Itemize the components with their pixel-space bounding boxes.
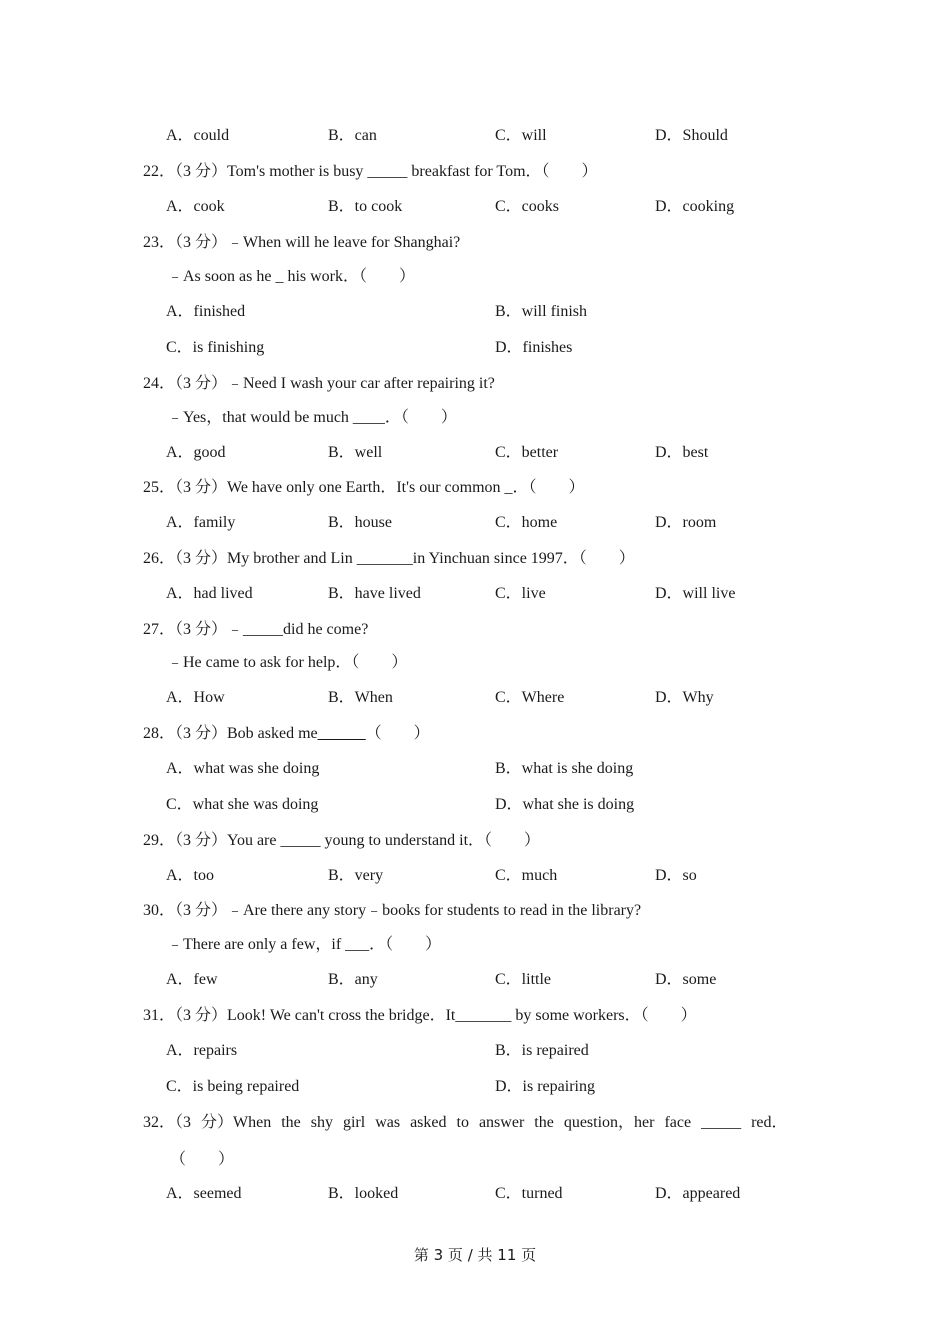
q29-option-d: D．so xyxy=(655,867,697,884)
q21-option-d: D．Should xyxy=(655,127,728,144)
q28-option-c: C．what she was doing xyxy=(166,796,319,813)
q27-option-c: C．Where xyxy=(495,689,565,706)
q26-stem: 26．（3 分）My brother and Lin _______in Yinchuan since 1997．（ ） xyxy=(143,550,635,567)
q24-stem: 24．（3 分）﹣Need I wash your car after repairing it? xyxy=(143,375,495,392)
q29-stem: 29．（3 分）You are _____ young to understand it．（ ） xyxy=(143,832,541,849)
q27-option-b: B．When xyxy=(328,689,393,706)
q31-option-d: D．is repairing xyxy=(495,1078,595,1095)
q24-option-a: A．good xyxy=(166,444,226,461)
q24-dialogue: ﹣Yes，that would be much ____．（ ） xyxy=(167,409,457,426)
q22-option-d: D．cooking xyxy=(655,198,735,215)
q25-option-d: D．room xyxy=(655,514,717,531)
q30-option-c: C．little xyxy=(495,971,552,988)
q27-option-d: D．Why xyxy=(655,689,714,706)
q30-option-b: B．any xyxy=(328,971,378,988)
q32-option-d: D．appeared xyxy=(655,1185,741,1202)
q26-option-a: A．had lived xyxy=(166,585,253,602)
q23-stem: 23．（3 分）﹣When will he leave for Shanghai? xyxy=(143,234,461,251)
q31-option-b: B．is repaired xyxy=(495,1042,589,1059)
q29-option-a: A．too xyxy=(166,867,215,884)
q32-paren: （ ） xyxy=(170,1151,235,1168)
q21-option-a: A．could xyxy=(166,127,230,144)
q22-option-b: B．to cook xyxy=(328,198,403,215)
q22-stem: 22．（3 分）Tom's mother is busy _____ breakfast for Tom．（ ） xyxy=(143,163,598,180)
q28-option-a: A．what was she doing xyxy=(166,760,320,777)
q31-stem: 31．（3 分）Look! We can't cross the bridge．It_______ by some workers．（ ） xyxy=(143,1007,697,1024)
q25-option-c: C．home xyxy=(495,514,558,531)
q23-option-b: B．will finish xyxy=(495,303,588,320)
q22-option-c: C．cooks xyxy=(495,198,560,215)
q32-option-b: B．looked xyxy=(328,1185,399,1202)
q32-option-a: A．seemed xyxy=(166,1185,242,1202)
q23-dialogue: ﹣As soon as he _ his work．（ ） xyxy=(167,268,415,285)
q28-option-b: B．what is she doing xyxy=(495,760,634,777)
page-number-footer: 第 3 页 / 共 11 页 xyxy=(413,1246,537,1264)
q28-blank: ______ xyxy=(317,725,366,742)
q31-option-a: A．repairs xyxy=(166,1042,238,1059)
q24-option-b: B．well xyxy=(328,444,383,461)
q28-option-d: D．what she is doing xyxy=(495,796,635,813)
q23-option-a: A．finished xyxy=(166,303,246,320)
q23-option-c: C．is finishing xyxy=(166,339,265,356)
q29-option-b: B．very xyxy=(328,867,384,884)
q22-option-a: A．cook xyxy=(166,198,225,215)
q26-option-d: D．will live xyxy=(655,585,736,602)
q27-dialogue: ﹣He came to ask for help．（ ） xyxy=(167,654,408,671)
q30-dialogue: ﹣There are only a few，if ___．（ ） xyxy=(167,936,442,953)
q32-option-c: C．turned xyxy=(495,1185,563,1202)
q25-option-a: A．family xyxy=(166,514,236,531)
q28-stem-text: 28．（3 分）Bob asked me xyxy=(143,725,318,742)
q30-option-d: D．some xyxy=(655,971,717,988)
q27-option-a: A．How xyxy=(166,689,225,706)
q29-option-c: C．much xyxy=(495,867,558,884)
q27-stem: 27．（3 分）﹣_____did he come? xyxy=(143,621,369,638)
q32-stem: 32．（3 分）When the shy girl was asked to answer the question，her face _____ red． xyxy=(143,1114,788,1131)
q31-option-c: C．is being repaired xyxy=(166,1078,300,1095)
q26-option-c: C．live xyxy=(495,585,546,602)
q30-option-a: A．few xyxy=(166,971,218,988)
q30-stem: 30．（3 分）﹣Are there any story﹣books for students to read in the library? xyxy=(143,902,642,919)
q21-option-b: B．can xyxy=(328,127,377,144)
q23-option-d: D．finishes xyxy=(495,339,573,356)
q25-option-b: B．house xyxy=(328,514,393,531)
q28-paren: （ ） xyxy=(365,725,430,742)
q26-option-b: B．have lived xyxy=(328,585,421,602)
q28-stem xyxy=(143,724,430,744)
q25-stem: 25．（3 分）We have only one Earth．It's our common _．（ ） xyxy=(143,479,585,496)
q24-option-c: C．better xyxy=(495,444,559,461)
q24-option-d: D．best xyxy=(655,444,709,461)
q21-option-c: C．will xyxy=(495,127,547,144)
